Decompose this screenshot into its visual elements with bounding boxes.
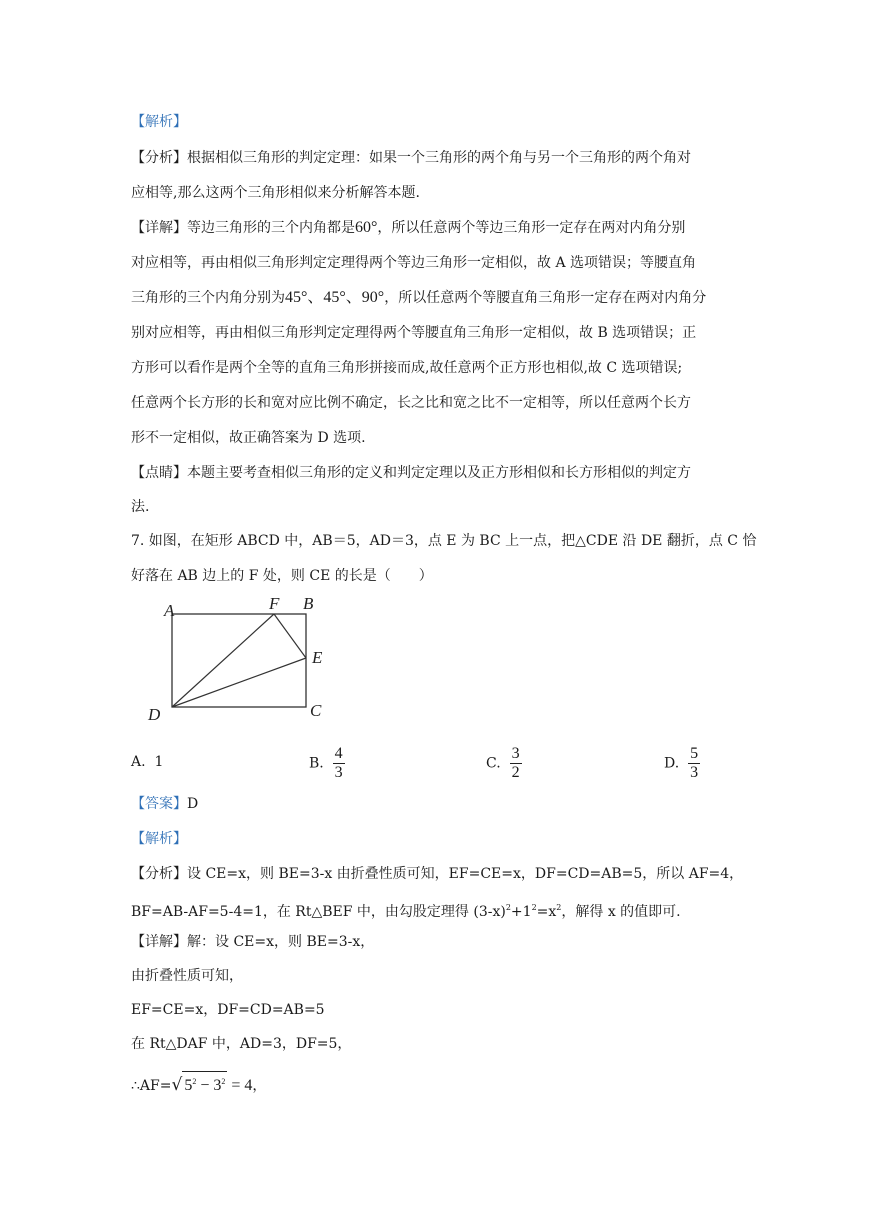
label-b: B xyxy=(303,594,314,613)
label-e: E xyxy=(312,648,323,667)
comment-line-2: 法. xyxy=(131,499,150,515)
q7-detail-line-3: EF=CE=x，DF=CD=AB=5 xyxy=(131,1002,325,1018)
q7-jiexi-heading: 【解析】 xyxy=(131,831,187,847)
analysis-tag: 【分析】 xyxy=(131,150,187,166)
q7-detail-line-1: 【详解】解：设 CE=x，则 BE=3-x， xyxy=(131,934,375,950)
label-f: F xyxy=(269,594,280,613)
segment-de xyxy=(172,658,306,707)
analysis-line-1: 【分析】根据相似三角形的判定定理：如果一个三角形的两个角与另一个三角形的两个角对 xyxy=(131,150,691,166)
detail-line-7: 形不一定相似，故正确答案为 D 选项. xyxy=(131,430,366,446)
option-c: C. $\frac{3}{2}$ xyxy=(486,745,520,781)
comment-line-1: 【点睛】本题主要考查相似三角形的定义和判定定理以及正方形相似和长方形相似的判定方 xyxy=(131,465,691,481)
sqrt-radicand: $5^2 - 3^2$ xyxy=(182,1071,227,1096)
jiexi-heading: 【解析】 xyxy=(131,114,187,130)
option-b: B. $\frac{4}{3}$ xyxy=(309,745,343,781)
q7-analysis-line-1: 【分析】设 CE=x，则 BE=3-x 由折叠性质可知，EF=CE=x，DF=CD=AB=5，所以 AF=4， xyxy=(131,866,744,882)
detail-line-4: 别对应相等，再由相似三角形判定定理得两个等腰直角三角形一定相似，故 B 选项错误；正 xyxy=(131,325,697,341)
analysis-line-2: 应相等,那么这两个三角形相似来分析解答本题. xyxy=(131,185,420,201)
detail-line-5: 方形可以看作是两个全等的直角三角形拼接而成,故任意两个正方形也相似,故 C 选项错误; xyxy=(131,360,683,376)
option-d-fraction: $\frac{5}{3}$ xyxy=(690,745,699,781)
q7-detail-line-4: 在 Rt△DAF 中，AD=3，DF=5， xyxy=(131,1036,352,1052)
q7-detail-line-2: 由折叠性质可知， xyxy=(131,968,243,984)
segment-df xyxy=(172,614,274,707)
sqrt-icon: √ xyxy=(171,1075,183,1095)
label-a: A xyxy=(164,601,175,620)
rectangle-abcd xyxy=(172,614,306,707)
detail-line-3: 三角形的三个内角分别为45°、45°、90°，所以任意两个等腰直角三角形一定存在两对内角分 xyxy=(131,289,707,306)
rectangle-figure xyxy=(140,592,340,732)
option-b-fraction: $\frac{4}{3}$ xyxy=(334,745,343,781)
answer-line: 【答案】D xyxy=(131,796,199,812)
q7-detail-line-5: ∴AF=√ $5^2 - 3^2 = 4$， xyxy=(131,1071,266,1096)
question-7-line-2: 好落在 AB 边上的 F 处，则 CE 的长是（ ） xyxy=(131,568,433,584)
detail-tag: 【详解】 xyxy=(131,220,187,236)
label-d: D xyxy=(148,705,161,724)
option-a: A. 1 xyxy=(131,754,164,770)
option-d: D. $\frac{5}{3}$ xyxy=(664,745,699,781)
q7-analysis-line-2: BF=AB-AF=5-4=1，在 Rt△BEF 中，由勾股定理得 $(3-x)^2+1^2=x^2$，解得 x 的值即可. xyxy=(131,903,681,920)
detail-line-6: 任意两个长方形的长和宽对应比例不确定，长之比和宽之比不一定相等，所以任意两个长方 xyxy=(131,395,691,411)
segment-fe xyxy=(274,614,306,658)
option-c-fraction: $\frac{3}{2}$ xyxy=(511,745,520,781)
detail-line-1: 【详解】等边三角形的三个内角都是60°，所以任意两个等边三角形一定存在两对内角分别 xyxy=(131,219,686,236)
label-c: C xyxy=(310,701,322,720)
detail-line-2: 对应相等，再由相似三角形判定定理得两个等边三角形一定相似，故 A 选项错误；等腰直角 xyxy=(131,255,697,271)
question-7-line-1: 7. 如图，在矩形 ABCD 中，AB＝5，AD＝3，点 E 为 BC 上一点，把△CDE 沿 DE 翻折，点 C 恰 xyxy=(131,533,757,549)
comment-tag: 【点睛】 xyxy=(131,465,187,481)
